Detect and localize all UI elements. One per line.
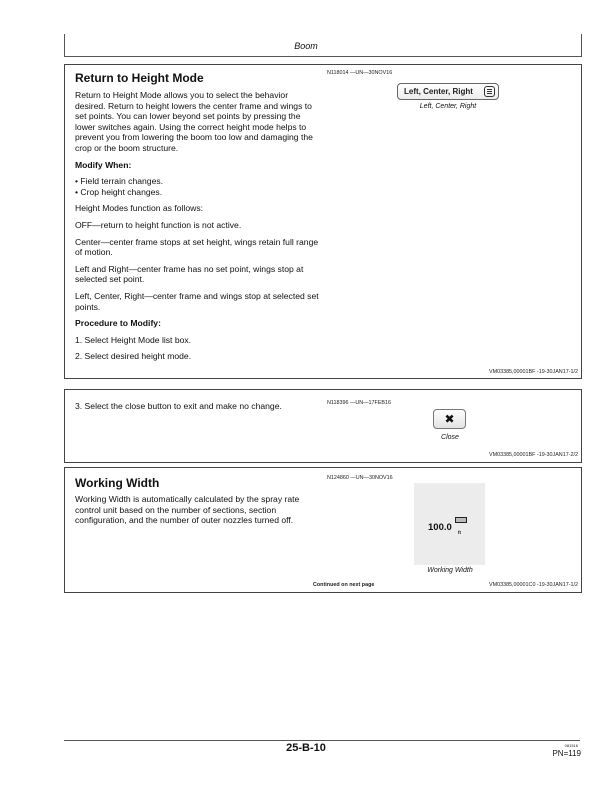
- reference-code: VM03385,00001C0 -19-30JAN17-1/2: [488, 582, 578, 588]
- height-mode-list-button[interactable]: [397, 83, 499, 100]
- procedure-step: 3. Select the close button to exit and make no change.: [75, 401, 282, 411]
- boom-width-icon: [455, 517, 467, 523]
- procedure-heading: Procedure to Modify:: [75, 318, 161, 329]
- height-mode-button-label: Left, Center, Right: [404, 87, 473, 96]
- mode-left-center-right: Left, Center, Right—center frame and wings stop at selected set points.: [75, 290, 319, 312]
- page-header-title: Boom: [294, 41, 318, 51]
- reference-code: VM03385,00001BF -19-30JAN17-1/2: [488, 369, 578, 375]
- procedure-step: 2. Select desired height mode.: [75, 351, 192, 362]
- footer-rule: [64, 740, 580, 741]
- close-icon: ✖: [444, 412, 455, 426]
- page-number: 25-B-10: [286, 742, 326, 754]
- procedure-step: 1. Select Height Mode list box.: [75, 334, 192, 345]
- continued-note: Continued on next page: [313, 582, 375, 588]
- image-reference: N118396 —UN—17FEB16: [327, 400, 392, 406]
- section-title: Working Width: [75, 476, 160, 490]
- working-width-paragraph: Working Width is automatically calculated by the spray rate control unit based on the number of sections, section configuration, and the number of outer nozzles turned off.: [75, 494, 300, 526]
- close-button[interactable]: [433, 409, 466, 429]
- modes-intro: Height Modes function as follows:: [75, 203, 204, 214]
- section-title: Return to Height Mode: [75, 71, 204, 85]
- working-width-value: 100.0: [428, 522, 452, 533]
- mode-left-right: Left and Right—center frame has no set point, wings stop at selected set point.: [75, 263, 304, 285]
- intro-paragraph: Return to Height Mode allows you to select the behavior desired. Return to height lowers the center frame and wings to set points. You can lower beyond set points by pressing the lower switches again. Using the correct height mode helps to prevent you from lowering the boom too low and damaging the crop or the boom structure.: [75, 90, 313, 153]
- list-icon: [484, 86, 495, 97]
- section-body: [75, 90, 320, 368]
- mode-center: Center—center frame stops at set height, wings retain full range of motion.: [75, 236, 319, 258]
- image-caption: Close: [441, 434, 459, 441]
- image-reference: N124860 —UN—30NOV16: [327, 475, 393, 481]
- footer-code: 081516: [564, 743, 578, 748]
- image-caption: Left, Center, Right: [419, 103, 477, 110]
- modify-when-heading: Modify When:: [75, 159, 132, 170]
- image-reference: N118014 —UN—30NOV16: [327, 70, 393, 76]
- list-item: • Crop height changes.: [75, 186, 163, 197]
- working-width-unit: ft: [458, 530, 461, 535]
- reference-code: VM03385,00001BF -19-30JAN17-2/2: [488, 452, 578, 458]
- pn-number: PN=119: [552, 749, 581, 758]
- mode-off: OFF—return to height function is not active.: [75, 219, 242, 230]
- list-item: • Field terrain changes.: [75, 176, 164, 187]
- image-caption: Working Width: [427, 567, 473, 574]
